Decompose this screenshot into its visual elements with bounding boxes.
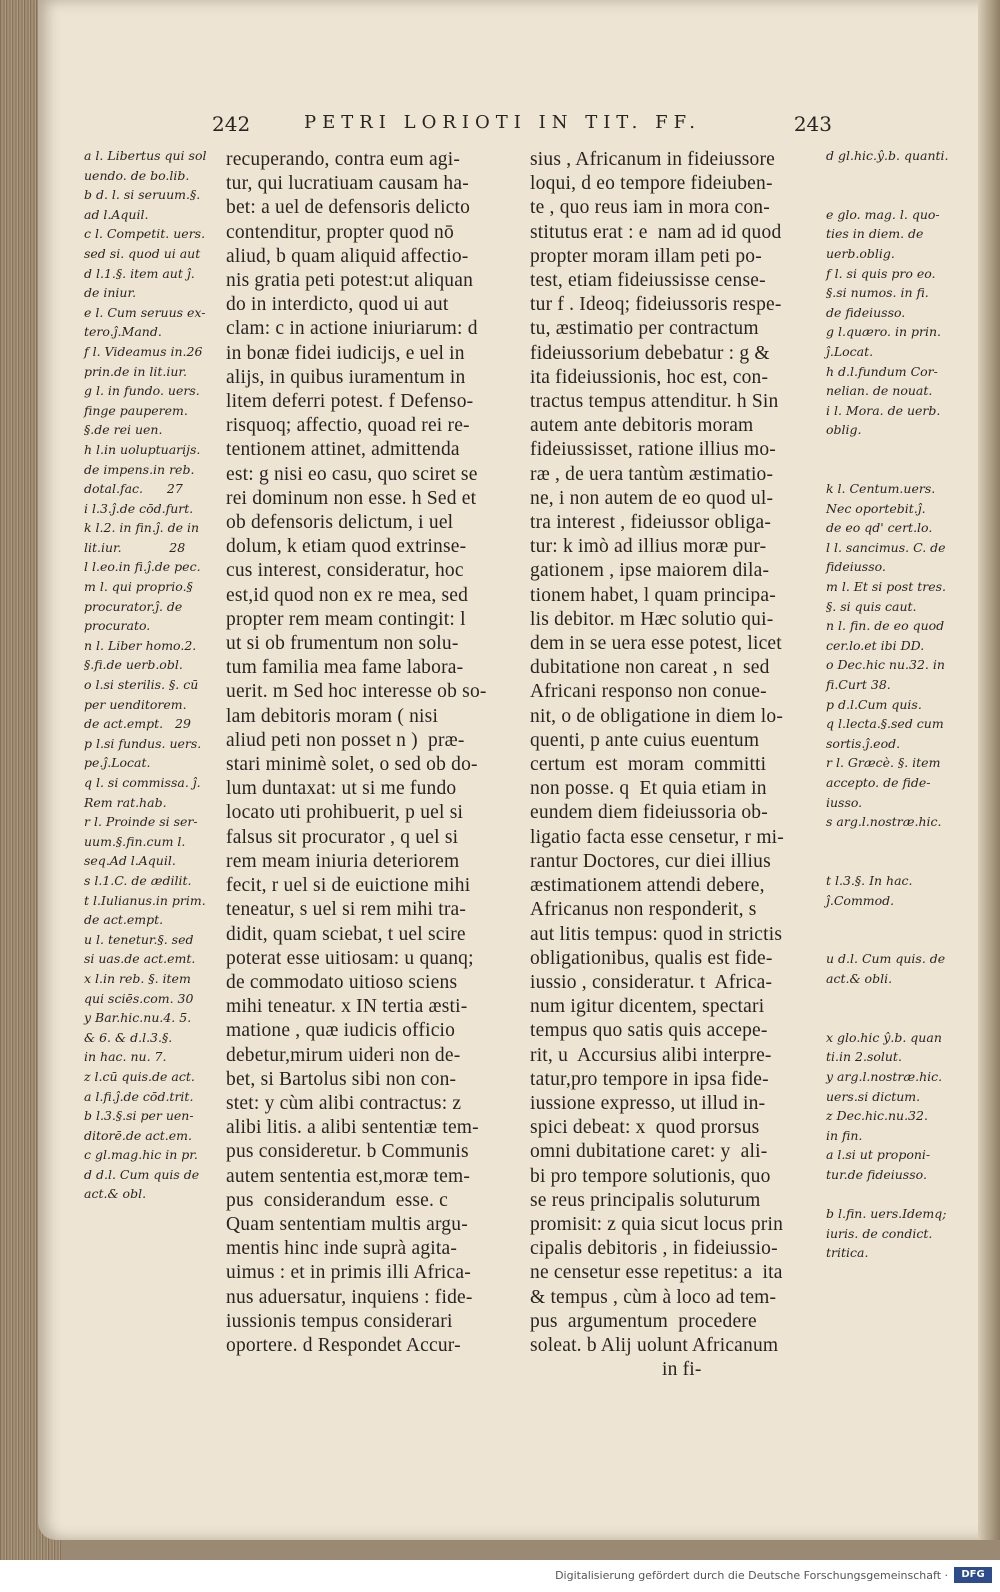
text-line: l l.eo.in fi.ĵ.de pec.: [84, 559, 201, 575]
text-line: loqui, d eo tempore fideiuben-: [530, 173, 773, 195]
text-line: do in interdicto, quod ui aut: [226, 294, 449, 316]
text-line: c l. Competit. uers.: [84, 226, 206, 242]
text-line: æstimationem attendi debere,: [530, 875, 765, 897]
text-line: didit, quam sciebat, t uel scire: [226, 923, 466, 945]
text-line: te , quo reus iam in mora con-: [530, 197, 770, 219]
text-line: falsus sit procurator , q uel si: [226, 826, 459, 848]
text-line: Nec oportebit.ĵ.: [826, 500, 926, 516]
text-line: e glo. mag. l. quo-: [826, 206, 940, 222]
text-line: §.fi.de uerb.obl.: [84, 657, 183, 673]
marginal-notes-left: [84, 146, 222, 1204]
text-line: rit, u Accursius alibi interpre-: [530, 1044, 772, 1066]
text-line: b l.fin. uers.Idemq;: [826, 1206, 947, 1222]
text-line: tatur,pro tempore in ipsa fide-: [530, 1068, 769, 1090]
text-line: dem in se uera esse potest, licet: [530, 633, 782, 655]
text-line: tero.ĵ.Mand.: [84, 324, 162, 340]
text-line: propter moram illam peti po-: [530, 245, 762, 267]
text-line: qui sciēs.com. 30: [84, 990, 194, 1006]
text-line: u d.l. Cum quis. de: [826, 951, 946, 967]
text-line: Africani responso non conue-: [530, 681, 767, 703]
text-line: tur: k imò ad illius moræ pur-: [530, 536, 767, 558]
text-line: [826, 460, 962, 480]
text-line: ĵ.Commod.: [826, 892, 895, 908]
text-line: aliud, b quam aliquid affectio-: [226, 245, 469, 267]
text-line: ti.in 2.solut.: [826, 1049, 902, 1065]
text-line: uerb.oblig.: [826, 245, 895, 261]
text-line: act.& obli.: [826, 970, 893, 986]
text-line: gationem , ipse maiorem dila-: [530, 560, 770, 582]
text-line: n l. fin. de eo quod: [826, 618, 945, 634]
text-line: procurator.ĵ. de: [84, 598, 183, 614]
text-line: ob defensoris delictum, i uel: [226, 512, 454, 534]
text-line: c gl.mag.hic in pr.: [84, 1147, 198, 1163]
text-line: [826, 851, 962, 871]
text-line: quenti, p ante cuius euentum: [530, 729, 760, 751]
text-line: u l. tenetur.§. sed: [84, 931, 194, 947]
text-line: promisit: z quia sicut locus prin: [530, 1213, 784, 1235]
text-line: [826, 166, 962, 186]
text-line: de act.empt.: [84, 912, 164, 928]
text-line: dubitatione non careat , n sed: [530, 657, 770, 679]
text-line: ne, i non autem de eo quod ul-: [530, 487, 774, 509]
text-line: litem deferri potest. f Defenso-: [226, 391, 474, 413]
text-line: s l.1.C. de ædilit.: [84, 872, 192, 888]
text-line: bi pro tempore solutionis, quo: [530, 1165, 771, 1187]
text-line: z l.cū quis.de act.: [84, 1068, 195, 1084]
text-line: [826, 440, 962, 460]
text-line: teneatur, s uel si rem mihi tra-: [226, 899, 467, 921]
text-line: de commodato uitioso sciens: [226, 971, 458, 993]
text-line: in fi-: [530, 1359, 702, 1381]
text-line: autem sententia est,moræ tem-: [226, 1165, 471, 1187]
text-line: prin.de in lit.iur.: [84, 363, 188, 379]
text-line: e l. Cum seruus ex-: [84, 304, 206, 320]
text-line: h d.l.fundum Cor-: [826, 363, 938, 379]
text-line: risquoq; affectio, quoad rei re-: [226, 415, 470, 437]
text-line: ut si ob frumentum non solu-: [226, 633, 459, 655]
text-line: s arg.l.nostræ.hic.: [826, 814, 942, 830]
main-text-left-column: [226, 148, 516, 1358]
text-line: [826, 1008, 962, 1028]
text-line: h l.in uoluptuarijs.: [84, 441, 201, 457]
text-line: q l. si commissa. ĵ.: [84, 775, 201, 790]
marginal-notes-right: [826, 146, 962, 1263]
text-line: uers.si dictum.: [826, 1088, 921, 1104]
page-header: [212, 112, 832, 142]
text-line: uimus : et in primis illi Africa-: [226, 1262, 471, 1284]
text-line: pus considerandum esse. c: [226, 1189, 449, 1211]
text-line: est: g nisi eo casu, quo sciret se: [226, 463, 478, 485]
text-line: y Bar.hic.nu.4. 5.: [84, 1010, 192, 1026]
text-line: spici debeat: x quod prorsus: [530, 1117, 760, 1139]
text-line: tentionem attinet, admittenda: [226, 439, 460, 461]
text-line: t l.Iulianus.in prim.: [84, 892, 206, 908]
text-line: sortis.ĵ.eod.: [826, 735, 901, 751]
text-line: pus argumentum procedere: [530, 1310, 757, 1332]
text-line: uum.§.fin.cum l.: [84, 833, 186, 849]
text-line: procurato.: [84, 618, 151, 634]
text-line: g l.quæro. in prin.: [826, 324, 941, 340]
folio-left: 242: [212, 112, 251, 136]
text-line: q l.lecta.§.sed cum: [826, 716, 944, 732]
text-line: bet, si Bartolus sibi non con-: [226, 1068, 457, 1090]
text-line: Africanus non responderit, s: [530, 899, 757, 921]
text-line: §. si quis caut.: [826, 598, 917, 614]
text-line: §.de rei uen.: [84, 422, 163, 438]
text-line: in bonæ fidei iudicijs, e uel in: [226, 342, 465, 364]
text-line: tum familia mea fame labora-: [226, 657, 464, 679]
text-line: lam debitoris moram ( nisi: [226, 705, 439, 727]
running-head: PETRI LORIOTI IN TIT. FF.: [304, 112, 702, 133]
text-line: iuris. de condict.: [826, 1225, 933, 1241]
page-gutter: [978, 0, 1000, 1540]
text-line: d gl.hic.ŷ.b. quanti.: [826, 148, 949, 163]
text-line: stet: y cùm alibi contractus: z: [226, 1092, 462, 1114]
text-line: non posse. q Et quia etiam in: [530, 778, 767, 800]
text-line: est,id quod non ex re mea, sed: [226, 584, 469, 606]
text-line: nus aduersatur, inquiens : fide-: [226, 1286, 473, 1308]
text-line: iusso.: [826, 794, 863, 810]
text-line: poterat esse uitiosam: u quanq;: [226, 947, 474, 969]
text-line: z Dec.hic.nu.32.: [826, 1108, 928, 1124]
footer-credit: Digitalisierung gefördert durch die Deutsche Forschungsgemeinschaft ·: [555, 1569, 948, 1582]
text-line: sed si. quod ui aut: [84, 245, 201, 261]
text-line: Quam sententiam multis argu-: [226, 1213, 468, 1235]
text-line: oblig.: [826, 422, 862, 438]
text-line: mentis hinc inde suprà agita-: [226, 1238, 458, 1260]
text-line: fideiusso.: [826, 559, 886, 575]
text-line: dotal.fac. 27: [84, 481, 183, 497]
text-line: a l.si ut proponi-: [826, 1147, 931, 1163]
text-line: omni dubitatione caret: y ali-: [530, 1141, 768, 1163]
text-line: contenditur, propter quod nō: [226, 221, 454, 243]
text-line: per uenditorem.: [84, 696, 187, 712]
text-line: certum est moram committi: [530, 754, 767, 776]
text-line: stitutus erat : e nam ad id quod: [530, 221, 782, 243]
text-line: i l.3.ĵ.de cōd.furt.: [84, 500, 194, 516]
text-line: f l. Videamus in.26: [84, 343, 203, 359]
text-line: & tempus , cùm à loco ad tem-: [530, 1286, 777, 1308]
main-text-right-column: [530, 148, 820, 1382]
text-line: ĵ.Locat.: [826, 343, 874, 359]
text-line: tu, æstimatio per contractum: [530, 318, 759, 340]
text-line: b l.3.§.si per uen-: [84, 1108, 194, 1124]
text-line: rem meam iniuria deteriorem: [226, 850, 460, 872]
text-line: act.& obl.: [84, 1186, 147, 1202]
text-line: iussionis tempus considerari: [226, 1310, 453, 1332]
text-line: iussio , consideratur. t Africa-: [530, 971, 773, 993]
text-line: si uas.de act.emt.: [84, 951, 196, 967]
text-line: fideiussisset, ratione illius mo-: [530, 439, 776, 461]
text-line: fi.Curt 38.: [826, 677, 891, 693]
text-line: debetur,mirum uideri non de-: [226, 1044, 461, 1066]
text-line: lis debitor. m Hæc solutio qui-: [530, 608, 774, 630]
text-line: m l. qui proprio.§: [84, 579, 193, 595]
dfg-logo: DFG: [954, 1567, 992, 1583]
text-line: §.si numos. in fi.: [826, 285, 929, 301]
text-line: tur.de fideiusso.: [826, 1166, 927, 1182]
text-line: de fideiusso.: [826, 304, 906, 320]
text-line: a l. Libertus qui sol: [84, 148, 207, 163]
text-line: uendo. de bo.lib.: [84, 167, 190, 183]
text-line: aliud peti non posset n ) præ-: [226, 729, 465, 751]
text-line: finge pauperem.: [84, 402, 188, 418]
text-line: num igitur dicentem, spectari: [530, 996, 765, 1018]
text-line: b d. l. si seruum.§.: [84, 187, 201, 203]
text-line: p l.si fundus. uers.: [84, 735, 202, 751]
text-line: a l.fi.ĵ.de cōd.trit.: [84, 1088, 194, 1104]
text-line: obligationibus, qualis est fide-: [530, 947, 773, 969]
text-line: tur, qui lucratiuam causam ha-: [226, 173, 469, 195]
text-line: [826, 989, 962, 1009]
text-line: m l. Et si post tres.: [826, 579, 947, 595]
text-line: o Dec.hic nu.32. in: [826, 657, 945, 673]
text-line: d l.1.§. item aut ĵ.: [84, 265, 195, 281]
text-line: bet: a uel de defensoris delicto: [226, 197, 471, 219]
text-line: & 6. & d.l.3.§.: [84, 1029, 173, 1045]
text-line: cer.lo.et ibi DD.: [826, 637, 925, 653]
text-line: uerit. m Sed hoc interesse ob so-: [226, 681, 487, 703]
text-line: alibi litis. a alibi sententiæ tem-: [226, 1117, 479, 1139]
folio-right: 243: [793, 112, 832, 136]
text-line: r l. Græcè. §. item: [826, 755, 941, 771]
text-line: dolum, k etiam quod extrinse-: [226, 536, 467, 558]
text-line: sius , Africanum in fideiussore: [530, 149, 776, 170]
text-line: pe.ĵ.Locat.: [84, 755, 151, 771]
text-line: [826, 930, 962, 950]
text-line: recuperando, contra eum agi-: [226, 149, 461, 170]
text-line: nis gratia peti potest:ut aliquan: [226, 270, 474, 292]
text-line: oportere. d Respondet Accur-: [226, 1334, 461, 1356]
text-line: i l. Mora. de uerb.: [826, 402, 941, 418]
text-line: r l. Proinde si ser-: [84, 814, 198, 830]
digitization-footer: [0, 1560, 1000, 1592]
text-line: ties in diem. de: [826, 226, 924, 242]
text-line: f l. si quis pro eo.: [826, 265, 936, 281]
text-line: ita fideiussionis, hoc est, con-: [530, 366, 769, 388]
text-line: iussione expresso, ut illud in-: [530, 1092, 766, 1114]
text-line: lit.iur. 28: [84, 539, 186, 555]
text-line: Rem rat.hab.: [84, 794, 167, 810]
text-line: y arg.l.nostræ.hic.: [826, 1068, 943, 1084]
text-line: in fin.: [826, 1127, 863, 1143]
text-line: fideiussorium debebatur : g &: [530, 342, 770, 364]
text-line: locato uti prohibuerit, p uel si: [226, 802, 464, 824]
text-line: cipalis debitoris , in fideiussio-: [530, 1238, 778, 1260]
text-line: ligatio facta esse censetur, r mi-: [530, 826, 784, 848]
text-line: rei dominum non esse. h Sed et: [226, 487, 477, 509]
text-line: cus interest, consideratur, hoc: [226, 560, 464, 582]
text-line: g l. in fundo. uers.: [84, 383, 200, 399]
text-line: tractus tempus attenditur. h Sin: [530, 391, 779, 413]
text-line: aut litis tempus: quod in strictis: [530, 923, 783, 945]
text-line: l l. sancimus. C. de: [826, 539, 946, 555]
text-line: o l.si sterilis. §. cū: [84, 677, 199, 693]
text-line: x l.in reb. §. item: [84, 970, 191, 986]
text-line: clam: c in actione iniuriarum: d: [226, 318, 478, 340]
text-line: x glo.hic ŷ.b. quan: [826, 1029, 942, 1045]
text-line: de act.empt. 29: [84, 716, 191, 732]
text-line: se reus principalis soluturum: [530, 1189, 761, 1211]
text-line: n l. Liber homo.2.: [84, 637, 197, 653]
text-line: ne censetur esse repetitus: a ita: [530, 1262, 783, 1284]
text-line: tur f . Ideoq; fideiussoris respe-: [530, 294, 782, 316]
text-line: k l.2. in fin.ĵ. de in: [84, 520, 200, 536]
text-line: seq.Ad l.Aquil.: [84, 853, 176, 869]
text-line: soleat. b Alij uolunt Africanum: [530, 1334, 779, 1356]
text-line: test, etiam fideiussisse cense-: [530, 270, 766, 292]
text-line: tra interest , fideiussor obliga-: [530, 512, 772, 534]
text-line: [826, 832, 962, 852]
text-line: d d.l. Cum quis de: [84, 1166, 200, 1182]
text-line: autem ante debitoris moram: [530, 415, 754, 437]
text-line: alijs, in quibus iuramentum in: [226, 366, 466, 388]
text-line: ditorē.de act.em.: [84, 1127, 192, 1143]
text-line: de iniur.: [84, 285, 137, 301]
text-line: [826, 910, 962, 930]
text-line: tempus quo satis quis accepe-: [530, 1020, 768, 1042]
text-line: [826, 185, 962, 205]
text-line: pus consideretur. b Communis: [226, 1141, 469, 1163]
text-line: lum duntaxat: ut si me fundo: [226, 778, 457, 800]
text-line: accepto. de fide-: [826, 775, 931, 790]
text-line: t l.3.§. In hac.: [826, 872, 913, 888]
text-line: in hac. nu. 7.: [84, 1049, 167, 1065]
text-line: rantur Doctores, cur diei illius: [530, 850, 771, 872]
text-line: eundem diem fideiussoria ob-: [530, 802, 768, 824]
text-line: propter rem meam contingit: l: [226, 608, 466, 630]
text-line: fecit, r uel si de euictione mihi: [226, 875, 471, 897]
text-line: stari minimè solet, o sed ob do-: [226, 754, 478, 776]
text-line: p d.l.Cum quis.: [826, 696, 922, 712]
text-line: ræ , de uera tantùm æstimatio-: [530, 463, 774, 485]
text-line: mihi teneatur. x IN tertia æsti-: [226, 996, 468, 1018]
text-line: nelian. de nouat.: [826, 383, 933, 399]
text-line: nit, o de obligatione in diem lo-: [530, 705, 784, 727]
text-line: matione , quæ iudicis officio: [226, 1020, 456, 1042]
text-line: k l. Centum.uers.: [826, 481, 936, 497]
text-line: tritica.: [826, 1245, 869, 1261]
text-line: de eo qd' cert.lo.: [826, 520, 933, 536]
text-line: [826, 1184, 962, 1204]
text-line: tionem habet, l quam principa-: [530, 584, 776, 606]
text-line: ad l.Aquil.: [84, 206, 149, 222]
text-line: de impens.in reb.: [84, 461, 195, 477]
